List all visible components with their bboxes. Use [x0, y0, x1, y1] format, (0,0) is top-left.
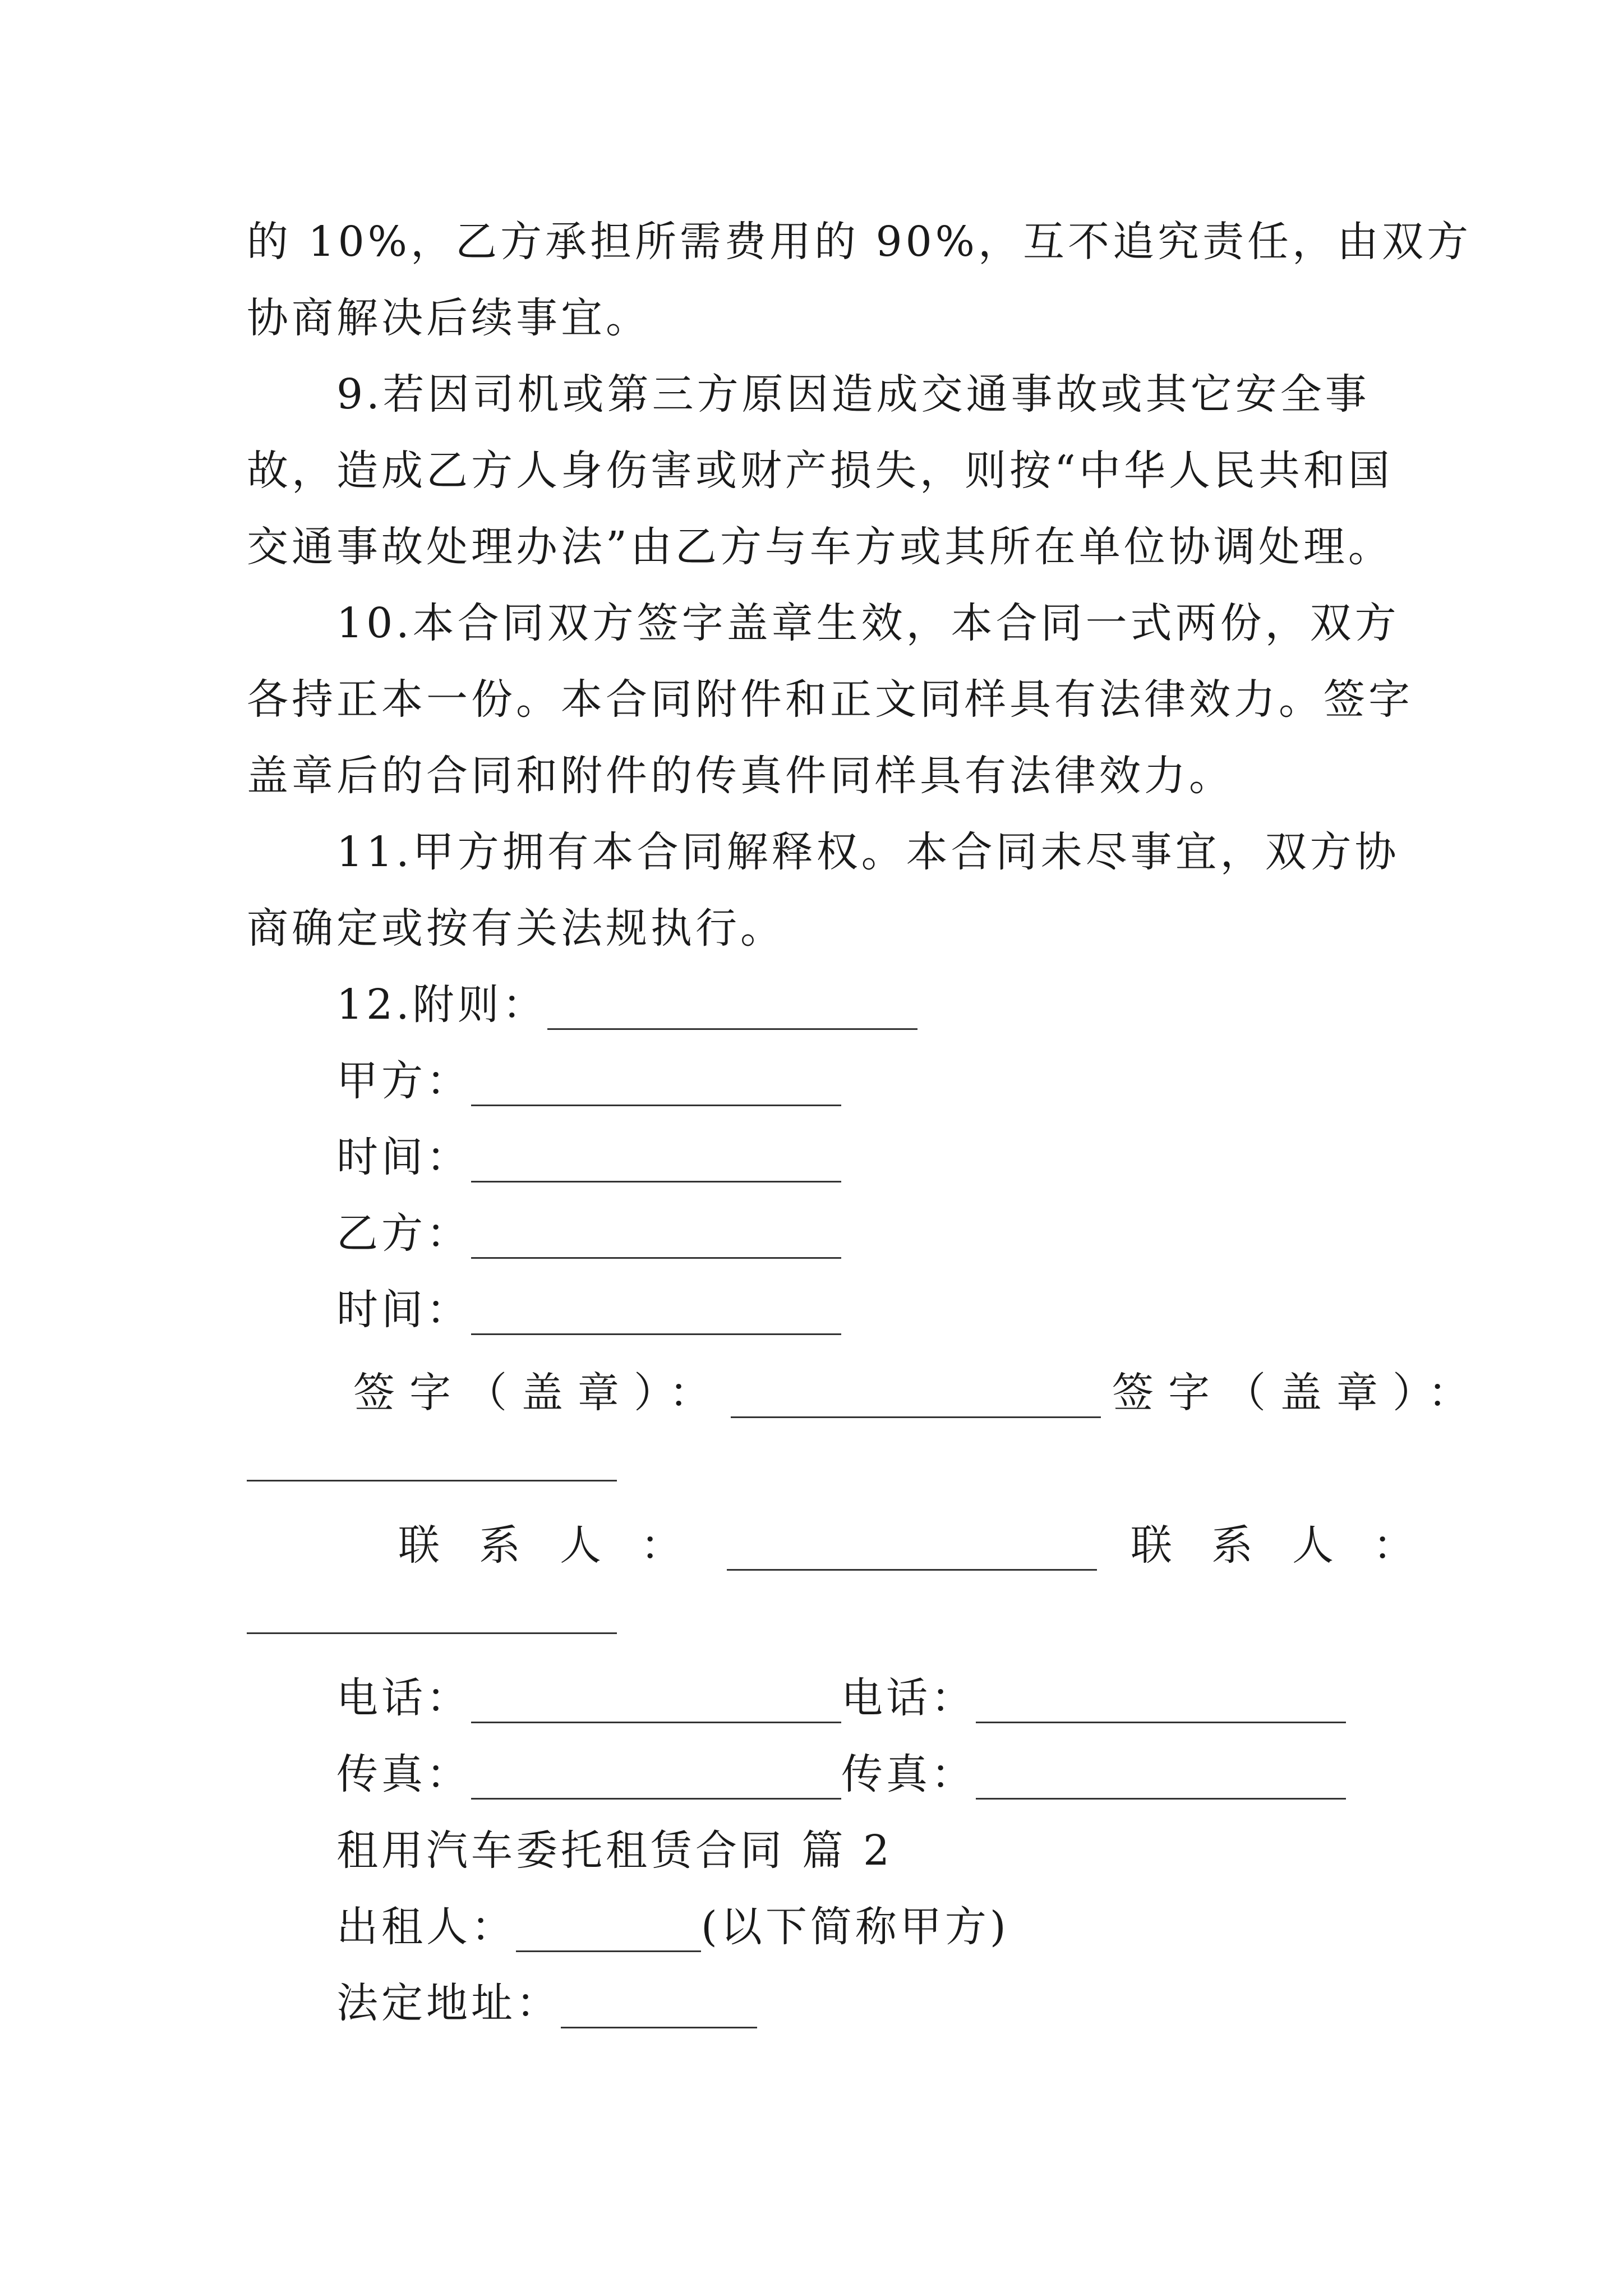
party-a-label: 甲方：: [336, 1057, 471, 1105]
party-a-blank[interactable]: [471, 1069, 841, 1106]
paragraph-line: 各持正本一份。本合同附件和正文同样具有法律效力。签字: [247, 675, 1413, 724]
sign-b-blank-row: [247, 1444, 617, 1481]
fax-b-label: 传真：: [841, 1750, 976, 1798]
fax-row: [336, 1749, 1346, 1800]
time-a-field: [336, 1132, 841, 1182]
paragraph-line: 协商解决后续事宜。: [247, 294, 651, 342]
address-blank[interactable]: [561, 1991, 757, 2028]
paragraph-line: 9.若因司机或第三方原因造成交通事故或其它安全事: [336, 370, 1370, 418]
appendix-label: 12.附则：: [336, 981, 547, 1029]
address-field: [336, 1978, 757, 2028]
sign-b-label: 签字（盖章）：: [1112, 1369, 1484, 1417]
phone-b-label: 电话：: [841, 1674, 976, 1722]
contact-b-blank[interactable]: [247, 1596, 617, 1634]
phone-a-label: 电话：: [336, 1674, 471, 1722]
lessor-suffix: (以下简称甲方): [701, 1903, 1009, 1951]
contact-b-blank-row: [247, 1596, 617, 1634]
paragraph-line: 10.本合同双方签字盖章生效，本合同一式两份，双方: [336, 599, 1400, 647]
contact-a-blank[interactable]: [727, 1533, 1097, 1571]
sign-b-blank[interactable]: [247, 1444, 617, 1481]
party-b-field: [336, 1208, 841, 1259]
lessor-field: [336, 1902, 1009, 1952]
paragraph-line: 11.甲方拥有本合同解释权。本合同未尽事宜，双方协: [336, 828, 1400, 876]
contact-a-label: 联系人：: [398, 1521, 721, 1570]
paragraph-line: 交通事故处理办法”由乙方与车方或其所在单位协调处理。: [247, 523, 1393, 571]
contact-row: [398, 1520, 1454, 1571]
paragraph-line: 的 10%，乙方承担所需费用的 90%，互不追究责任，由双方: [247, 218, 1472, 266]
sign-a-label: 签字（盖章）：: [353, 1369, 725, 1417]
address-label: 法定地址：: [336, 1979, 561, 2027]
lessor-label: 出租人：: [336, 1903, 516, 1951]
party-b-label: 乙方：: [336, 1209, 471, 1258]
fax-a-blank[interactable]: [471, 1762, 841, 1800]
signature-row: [353, 1368, 1484, 1418]
paragraph-line: 商确定或按有关法规执行。: [247, 904, 785, 953]
time-b-blank[interactable]: [471, 1297, 841, 1335]
contact-b-label: 联系人：: [1131, 1521, 1454, 1570]
paragraph-line: 盖章后的合同和附件的传真件同样具有法律效力。: [247, 752, 1234, 800]
sign-a-blank[interactable]: [731, 1381, 1101, 1418]
phone-a-blank[interactable]: [471, 1686, 841, 1723]
section-title: 租用汽车委托租赁合同 篇 2: [336, 1826, 893, 1875]
appendix-field: [336, 979, 917, 1030]
appendix-blank[interactable]: [547, 992, 917, 1030]
time-a-label: 时间：: [336, 1133, 471, 1181]
paragraph-line: 故，造成乙方人身伤害或财产损失，则按“中华人民共和国: [247, 447, 1393, 495]
time-a-blank[interactable]: [471, 1145, 841, 1182]
time-b-field: [336, 1285, 841, 1335]
fax-b-blank[interactable]: [976, 1762, 1346, 1800]
party-a-field: [336, 1056, 841, 1106]
phone-row: [336, 1673, 1346, 1723]
time-b-label: 时间：: [336, 1286, 471, 1334]
phone-b-blank[interactable]: [976, 1686, 1346, 1723]
fax-a-label: 传真：: [336, 1750, 471, 1798]
party-b-blank[interactable]: [471, 1221, 841, 1259]
lessor-blank[interactable]: [516, 1915, 701, 1952]
